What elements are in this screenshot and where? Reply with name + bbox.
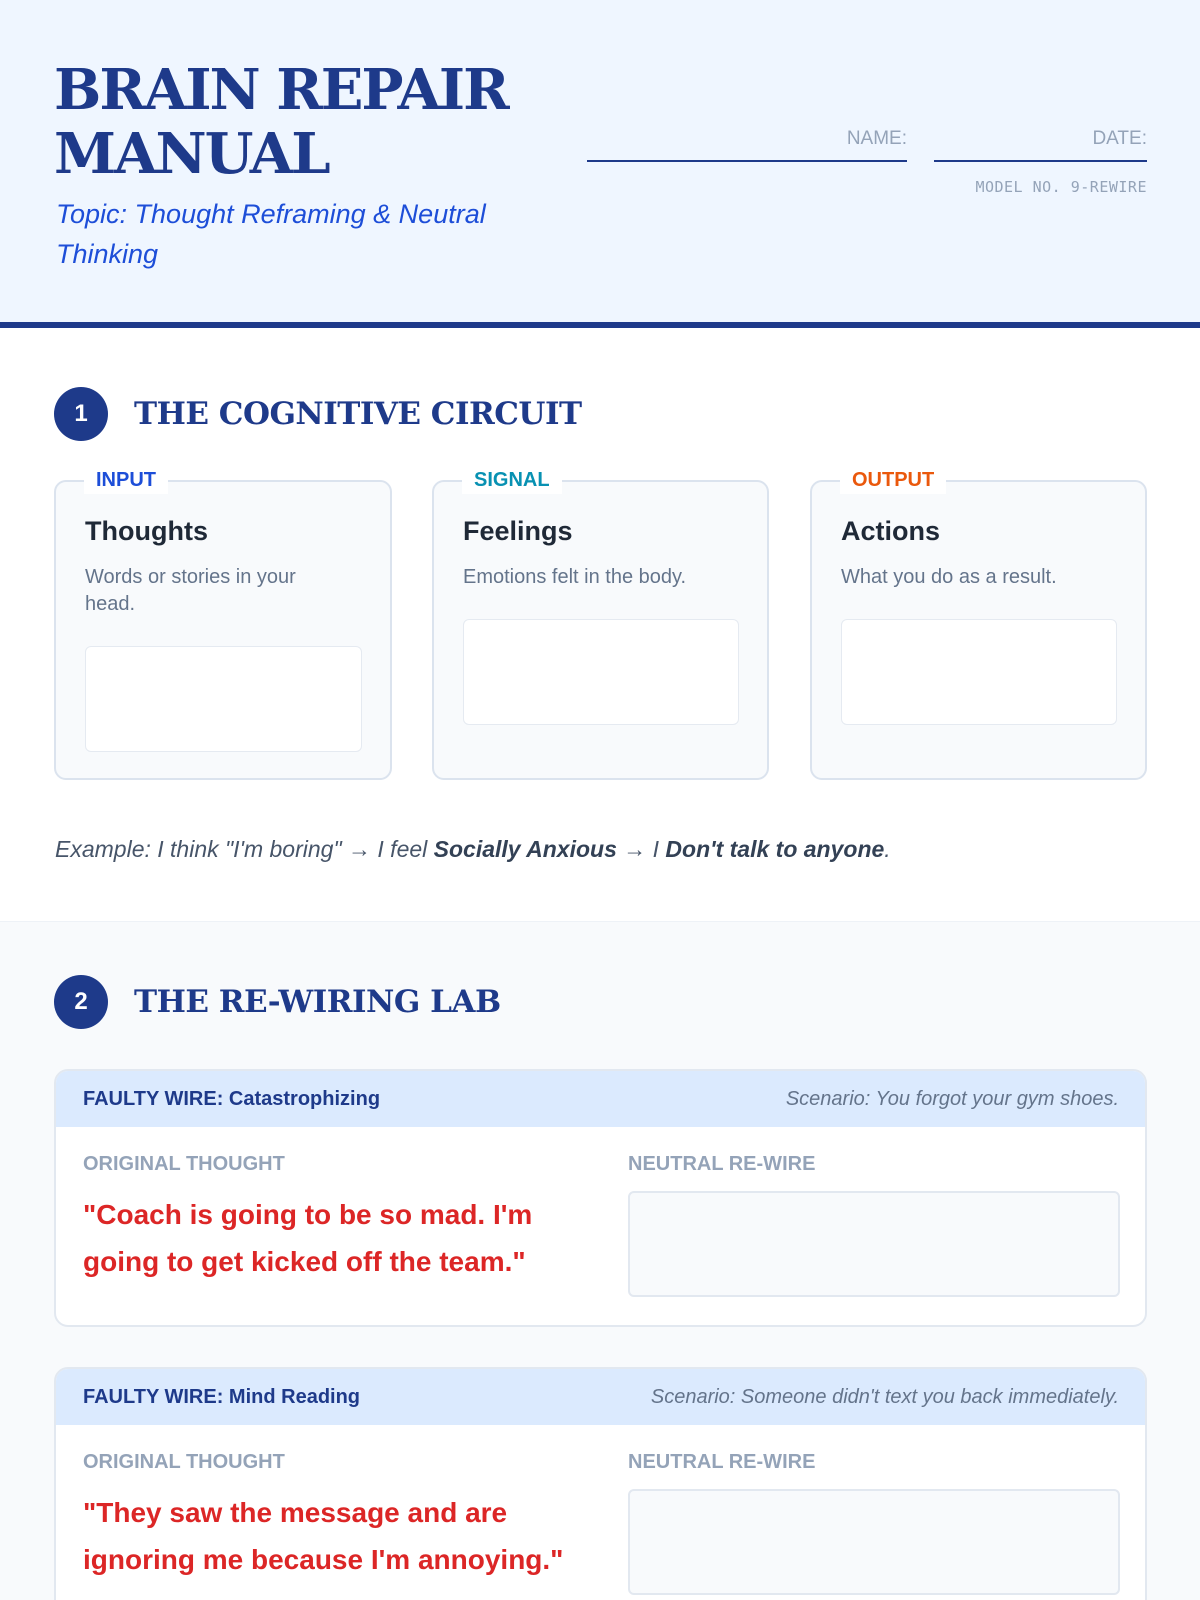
rewire-card-catastrophizing <box>54 1069 1147 1327</box>
circuit-box-signal <box>432 469 769 780</box>
scenario-text: Scenario: Someone didn't text you back immediately. <box>650 1385 1119 1408</box>
section-1-header <box>54 387 582 441</box>
circuit-box-output <box>810 469 1147 780</box>
faulty-wire-label: FAULTY WIRE: Mind Reading <box>83 1385 361 1408</box>
date-label: DATE: <box>1092 128 1147 149</box>
name-label: NAME: <box>846 128 907 149</box>
circuit-title-thoughts: Thoughts <box>85 516 208 546</box>
example-suffix: . <box>884 836 891 862</box>
circuit-desc-actions: What you do as a result. <box>841 566 1057 588</box>
circuit-tag-input: INPUT <box>84 466 168 494</box>
circuit-tag-signal: SIGNAL <box>462 466 562 494</box>
example-action: Don't talk to anyone <box>665 836 885 862</box>
circuit-box-input <box>54 469 392 780</box>
section-2-title: THE RE-WIRING LAB <box>134 984 501 1020</box>
section-1-title: THE COGNITIVE CIRCUIT <box>134 396 582 432</box>
section-1-number-badge: 1 <box>54 387 108 441</box>
example-middle: → I <box>616 836 666 862</box>
circuit-desc-feelings: Emotions felt in the body. <box>463 566 687 588</box>
section-2-number-badge: 2 <box>54 975 108 1029</box>
name-field[interactable] <box>587 124 907 162</box>
neutral-rewire-label: NEUTRAL RE-WIRE <box>628 1153 816 1175</box>
original-thought-text: "Coach is going to be so mad. I'm going to get kicked off the team." <box>83 1199 533 1277</box>
original-thought-label: ORIGINAL THOUGHT <box>83 1153 285 1175</box>
circuit-title-feelings: Feelings <box>463 516 573 546</box>
title-line-1: BRAIN REPAIR <box>54 57 508 123</box>
date-field[interactable] <box>934 124 1147 162</box>
neutral-rewire-label: NEUTRAL RE-WIRE <box>628 1451 816 1473</box>
neutral-rewire-input[interactable] <box>628 1191 1120 1297</box>
original-thought-label: ORIGINAL THOUGHT <box>83 1451 285 1473</box>
section-2-header <box>54 975 501 1029</box>
topic-subtitle: Topic: Thought Reframing & Neutral Thinking <box>56 199 486 269</box>
original-thought-text: "They saw the message and are ignoring me because I'm annoying." <box>83 1497 564 1575</box>
model-number: MODEL NO. 9-REWIRE <box>975 178 1147 196</box>
actions-write-area[interactable] <box>841 619 1117 725</box>
faulty-wire-label: FAULTY WIRE: Catastrophizing <box>83 1087 381 1110</box>
neutral-rewire-input[interactable] <box>628 1489 1120 1595</box>
worksheet-header <box>0 0 1200 328</box>
title-line-2: MANUAL <box>54 121 329 187</box>
feelings-write-area[interactable] <box>463 619 739 725</box>
card-header <box>56 1369 1145 1425</box>
thoughts-write-area[interactable] <box>85 646 362 752</box>
circuit-desc-thoughts: Words or stories in your head. <box>85 566 296 615</box>
worksheet-title <box>54 58 508 186</box>
card-header <box>56 1071 1145 1127</box>
scenario-text: Scenario: You forgot your gym shoes. <box>785 1087 1119 1110</box>
example-prefix: Example: I think "I'm boring" → I feel <box>55 836 434 862</box>
example-feeling: Socially Anxious <box>433 836 617 862</box>
rewire-card-mind-reading <box>54 1367 1147 1600</box>
circuit-tag-output: OUTPUT <box>840 466 946 494</box>
circuit-title-actions: Actions <box>841 516 941 546</box>
circuit-example <box>55 836 891 863</box>
